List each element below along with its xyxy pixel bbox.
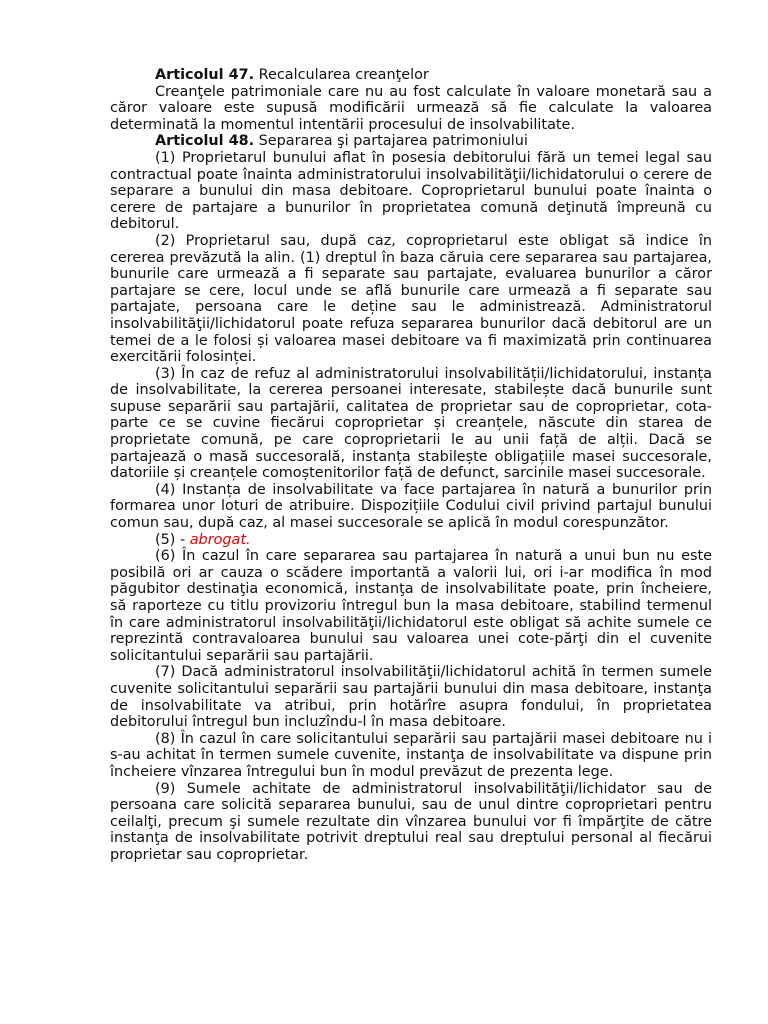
article-47-title: Recalcularea creanţelor (254, 67, 429, 83)
paragraph-5-prefix: (5) - (155, 531, 190, 548)
article-48-heading (110, 133, 712, 150)
article-47-body: Creanţele patrimoniale care nu au fost calculate în valoare monetară sau a căror valoare este supusă modificării urmează să fie calculate la valoarea determinată la momentul intentării procesului de insolvabilitate. (110, 83, 712, 133)
article-47-heading (110, 67, 712, 84)
article-47-label: Articolul 47. (155, 67, 255, 83)
article-48-paragraph-1: (1) Proprietarul bunului aflat în posesia debitorului fără un temei legal sau contractual poate înainta administratorului insolvabilităţii/lichidatorului o cerere de separare a bunului din masa debitoare. Coproprietarul bunului poate înainta o cerere de partajare a bunurilor în proprietatea comună deţinută împreună cu debitorul. (110, 149, 712, 233)
article-48-paragraph-2: (2) Proprietarul sau, după caz, coproprietarul este obligat să indice în cererea prevăzută la alin. (1) dreptul în baza căruia cere separarea sau partajarea, bunurile care urmează a fi separate sau partajate, evaluarea bunurilor a căror partajare se cere, locul unde se află bunurile care urmează a fi separate sau partajate, persoana care le deține sau le administrează. Administratorul insolvabilităţii/lichidatorul poate refuza separarea bunurilor dacă debitorul are un temei de a le folosi și valoarea masei debitoare va fi maximizată prin continuarea exercitării folosinței. (110, 232, 712, 366)
article-48-paragraph-8: (8) În cazul în care solicitantului separării sau partajării masei debitoare nu i s-au achitat în termen sumele cuvenite, instanţa de insolvabilitate va dispune prin încheiere vînzarea întregului bun în modul prevăzut de prezenta lege. (110, 730, 712, 780)
article-48-label: Articolul 48. (155, 133, 255, 150)
article-48-paragraph-7: (7) Dacă administratorul insolvabilităţii/lichidatorul achită în termen sumele cuvenite solicitantului separării sau partajării bunului din masa debitoare, instanţa de insolvabilitate va atribui, prin hotărîre asupra fondului, în proprietatea debitorului întregul bun incluzîndu-l în masa debitoare. (110, 664, 712, 731)
article-48-title: Separarea şi partajarea patrimoniului (254, 133, 528, 150)
article-48-paragraph-6: (6) În cazul în care separarea sau partajarea în natură a unui bun nu este posibilă ori ar cauza o scădere importantă a valorii lui, ori i-ar modifica în mod păgubitor destinaţia economică, instanţa de insolvabilitate poate, prin încheiere, să raporteze cu titlu provizoriu întregul bun la masa debitoare, stabilind termenul în care administratorul insolvabilităţii/lichidatorul este obligat să achite sumele ce reprezintă contravaloarea bunului sau valoarea unei cote-părţi din el cuvenite solicitantului separării sau partajării. (110, 548, 712, 664)
article-48-paragraph-5 (110, 532, 712, 549)
repealed-status: abrogat. (189, 531, 251, 548)
article-48-paragraph-9: (9) Sumele achitate de administratorul insolvabilităţii/lichidator sau de persoana care solicită separarea bunului, sau de unul dintre coproprietari pentru ceilalţi, precum şi sumele rezultate din vînzarea bunului vor fi împărţite de către instanţa de insolvabilitate potrivit dreptului real sau dreptului personal al fiecărui proprietar sau coproprietar. (110, 780, 712, 863)
article-48-paragraph-3: (3) În caz de refuz al administratorului insolvabilității/lichidatorului, instanța de insolvabilitate, la cererea persoanei interesate, stabilește dacă bunurile sunt supuse separării sau partajării, calitatea de proprietar sau de coproprietar, cota-parte ce se cuvine fiecărui coproprietar și creanțele, născute din starea de proprietate comună, pe care coproprietarii le au unii față de alții. Dacă se partajează o masă succesorală, instanța stabilește obligațiile masei succesorale, datoriile și creanțele comoștenitorilor față de defunct, sarcinile masei succesorale. (110, 365, 712, 482)
article-48-paragraph-4: (4) Instanța de insolvabilitate va face partajarea în natură a bunurilor prin formarea unor loturi de atribuire. Dispozițiile Codului civil privind partajul bunului comun sau, după caz, al masei succesorale se aplică în modul corespunzător. (110, 481, 712, 532)
